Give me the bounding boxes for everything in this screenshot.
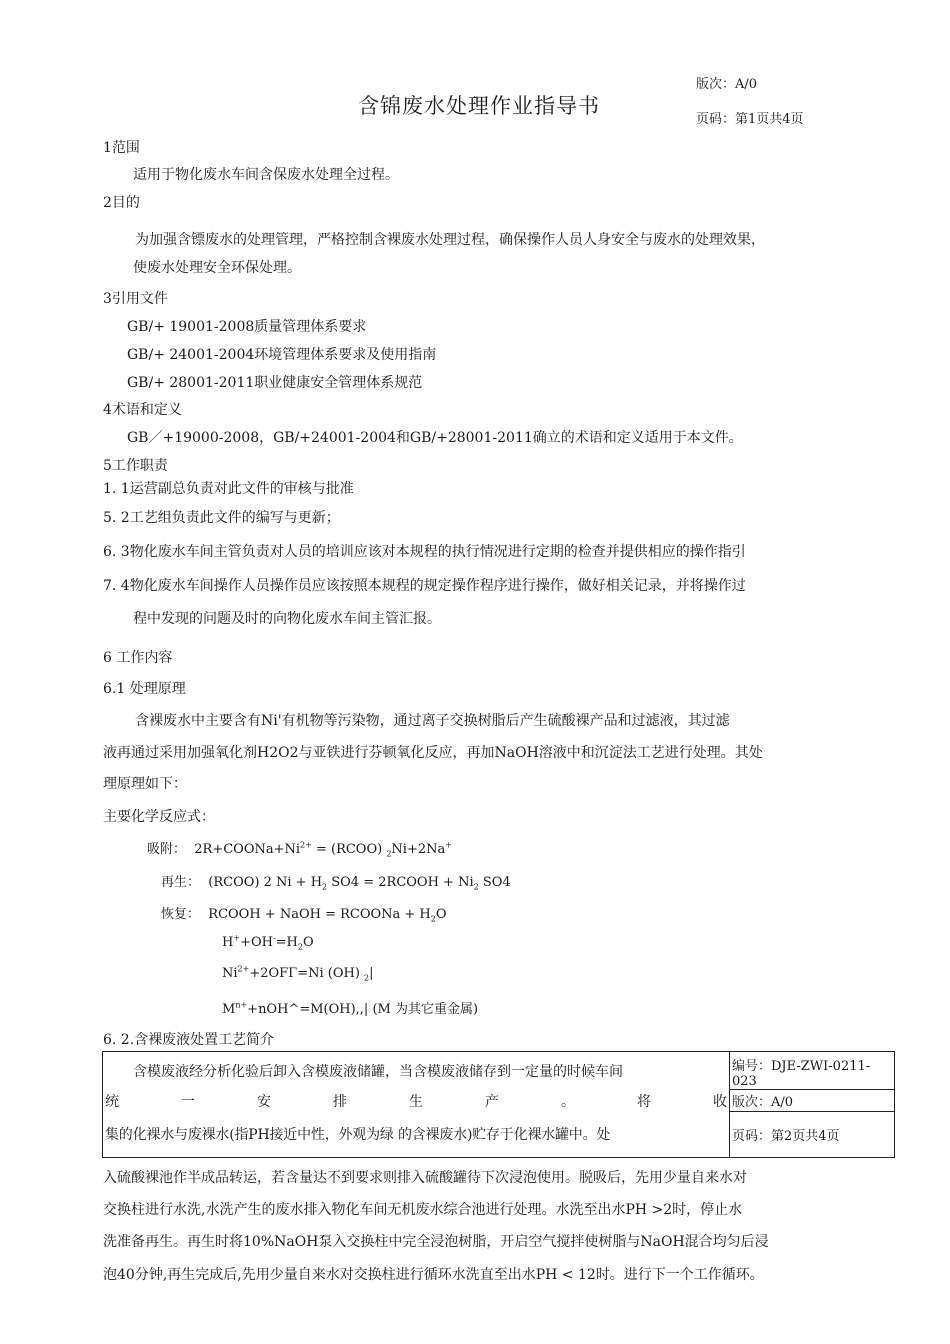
section-3-heading: 3引用文件 xyxy=(103,291,168,307)
box-word: 安 xyxy=(257,1093,271,1110)
duty-item: 5. 2工艺组负责此文件的编写与更新； xyxy=(103,510,340,526)
process-line-4: 泡40分钟,再生完成后,先用少量自来水对交换柱进行循环水洗直至出水PH < 12时。进行下一个工作循环。 xyxy=(103,1267,764,1283)
reference-item: GB/+ 19001-2008质量管理体系要求 xyxy=(127,319,367,335)
section-4-body: GB／+19000-2008，GB/+24001-2004和GB/+28001-2011确立的术语和定义适用于本文件。 xyxy=(127,430,743,446)
superscript: n+ xyxy=(235,1000,248,1010)
section-2-heading: 2目的 xyxy=(103,195,140,211)
principle-line-3: 理原理如下： xyxy=(103,776,187,792)
document-code: 编号：DJE-ZWI-0211-023 xyxy=(730,1052,895,1090)
section-5-heading: 5工作职责 xyxy=(103,458,168,474)
box-word: 生 xyxy=(409,1093,423,1110)
box-word: 一 xyxy=(181,1093,195,1110)
equation-text: Ni+2Na xyxy=(391,842,446,857)
reference-item: GB/+ 24001-2004环境管理体系要求及使用指南 xyxy=(127,347,437,363)
box-text-row-1 xyxy=(103,1052,730,1090)
equation-text: =H xyxy=(275,935,298,950)
principle-line-2: 液再通过采用加强氧化剂H2O2与亚铁进行芬顿氧化反应，再加NaOH溶液中和沉淀法工艺进行处理。其处 xyxy=(103,745,763,761)
equation-label: 吸附： xyxy=(147,842,187,857)
duty-item-continuation: 程中发现的问题及时的向物化废水车间主管汇报。 xyxy=(133,611,441,627)
equation-regeneration xyxy=(161,871,511,890)
box-page-number: 页码：第2页共4页 xyxy=(730,1112,895,1158)
superscript: + xyxy=(445,840,452,850)
duty-item: 6. 3物化废水车间主管负责对人员的培训应该对本规程的执行情况进行定期的检查并提供相应的操作指引 xyxy=(103,544,746,560)
version-label: 版次：A/0 xyxy=(696,77,758,92)
equation-text: O xyxy=(302,935,314,950)
subscript: 2 xyxy=(386,849,392,859)
equation-text: +nOH^=M(OH),,| (M 为其它重金属) xyxy=(247,1002,479,1017)
duty-item: 7. 4物化废水车间操作人员操作员应该按照本规程的规定操作程序进行操作，做好相关记录，并将操作过 xyxy=(103,578,746,594)
subsection-6-1-heading: 6.1 处理原理 xyxy=(103,681,186,697)
document-title: 含锦废水处理作业指导书 xyxy=(358,94,600,118)
section-6-heading: 6 工作内容 xyxy=(103,650,173,666)
page-number: 页码：第1页共4页 xyxy=(696,112,804,127)
equation-text: +2OFΓ=Ni (OH) xyxy=(249,966,365,981)
process-line-1: 入硫酸裸池作半成品转运，若含量达不到要求则排入硫酸罐待下次浸泡使用。脱吸后，先用少量自来水对 xyxy=(103,1170,747,1186)
box-justified-line xyxy=(105,1091,727,1111)
superscript: - xyxy=(272,933,276,943)
box-text-row-3 xyxy=(103,1112,730,1158)
equation-text: SO4 xyxy=(478,875,511,890)
superscript: 2+ xyxy=(237,964,250,974)
equation-text: (RCOO) 2 Ni + H xyxy=(208,875,323,890)
equation-adsorption xyxy=(147,838,452,857)
subscript: 2 xyxy=(322,882,328,892)
superscript: + xyxy=(233,933,241,943)
box-word: 收 xyxy=(713,1093,727,1110)
equation-text: 2R+COONa+Ni xyxy=(194,842,301,857)
reaction-heading: 主要化学反应式： xyxy=(103,809,215,825)
section-4-heading: 4术语和定义 xyxy=(103,402,182,418)
equation-text: Ni xyxy=(222,966,238,981)
duty-item: 1. 1运营副总负责对此文件的审核与批准 xyxy=(103,481,354,497)
equation-text: = (RCOO) xyxy=(311,842,387,857)
equation-label: 再生： xyxy=(161,875,201,890)
subsection-6-2-heading: 6. 2.含裸废液处置工艺简介 xyxy=(103,1032,275,1048)
subscript: 2 xyxy=(430,914,436,924)
equation-text: H xyxy=(222,935,234,950)
subscript: 2 xyxy=(364,973,370,983)
section-1-heading: 1范围 xyxy=(103,140,140,156)
process-line-3: 洗准备再生。再生时将10%NaOH泵入交换柱中完全浸泡树脂，开启空气搅拌使树脂与NaOH混合均匀后浸 xyxy=(103,1234,769,1250)
process-line-2: 交换柱进行水洗,水洗产生的废水排入物化车间无机废水综合池进行处理。水洗至出水PH >2时，停止水 xyxy=(103,1202,743,1218)
section-1-body: 适用于物化废水车间含保废水处理全过程。 xyxy=(133,167,399,183)
subscript: 2 xyxy=(297,942,303,952)
equation-text: SO4 = 2RCOOH + Ni xyxy=(327,875,474,890)
box-word: 排 xyxy=(333,1093,347,1110)
subscript: 2 xyxy=(473,882,479,892)
box-text-row-2 xyxy=(103,1090,730,1112)
box-version: 版次：A/0 xyxy=(730,1090,895,1112)
equation-label: 恢复： xyxy=(161,907,201,922)
box-word: 产 xyxy=(485,1093,499,1110)
box-word: 将 xyxy=(637,1093,651,1110)
equation-metal-precipitation xyxy=(222,998,478,1017)
equation-text: O xyxy=(435,907,447,922)
superscript: 2+ xyxy=(300,840,312,850)
page-footer-box xyxy=(102,1051,895,1158)
box-text: 含模废液经分析化验后卸入含模废液储罐，当含模废液储存到一定量的时候车间 xyxy=(133,1063,623,1080)
equation-nickel-precipitation xyxy=(222,966,374,981)
equation-text: | xyxy=(369,966,374,981)
principle-line-1: 含裸废水中主要含有Ni'有机物等污染物，通过离子交换树脂后产生硫酸裸产品和过滤液，其过滤 xyxy=(135,713,730,729)
box-word: 。 xyxy=(561,1093,575,1110)
section-2-line-1: 为加强含镖废水的处理管理，严格控制含裸废水处理过程，确保操作人员人身安全与废水的处理效果， xyxy=(135,232,765,248)
equation-recovery xyxy=(161,903,447,922)
reference-item: GB/+ 28001-2011职业健康安全管理体系规范 xyxy=(127,375,423,391)
equation-text: +OH xyxy=(240,935,273,950)
equation-text: RCOOH + NaOH = RCOONa + H xyxy=(208,907,431,922)
equation-neutralization xyxy=(222,935,314,950)
equation-text: M xyxy=(222,1002,236,1017)
box-text: 集的化裸水与废裸水(指PH接近中性，外观为绿 的含裸废水)贮存于化裸水罐中。处 xyxy=(105,1127,611,1144)
box-word: 统 xyxy=(105,1093,119,1110)
section-2-line-2: 使废水处理安全环保处理。 xyxy=(133,260,301,276)
